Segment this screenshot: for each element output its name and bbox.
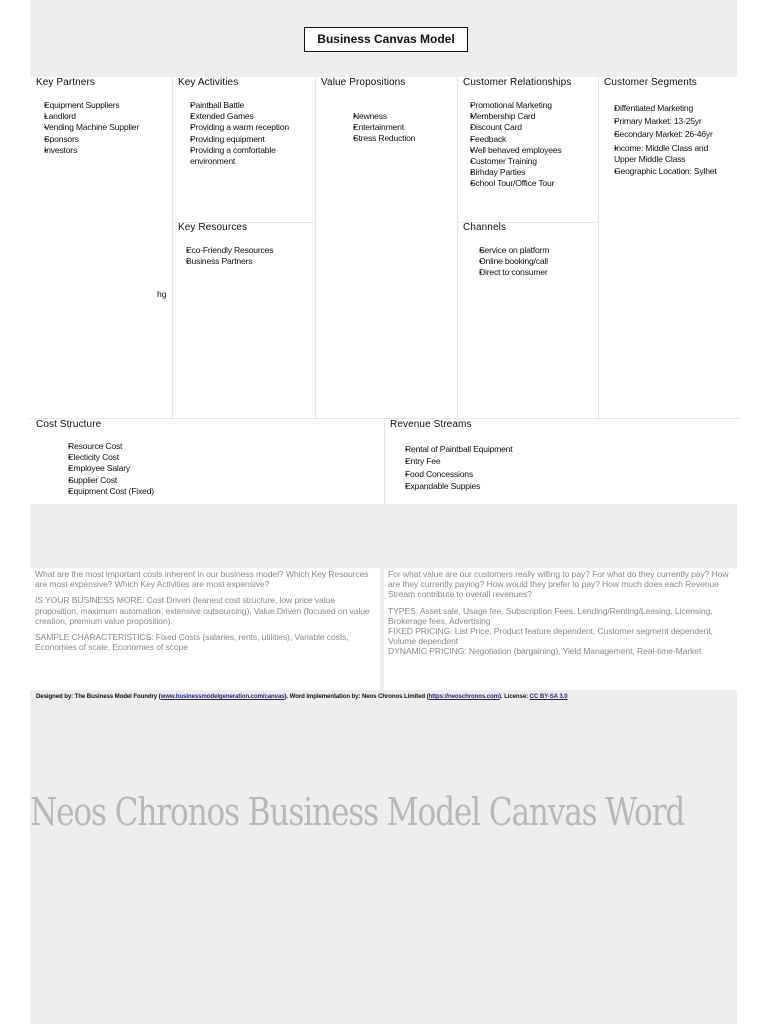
list-item: • Providing a comfortable [178,145,315,156]
canvas-source-link[interactable]: www.businessmodelgeneration.com/canvas [160,693,285,700]
list-item: • Resource Cost [50,441,384,452]
list-item: • Direct to consumer [462,267,598,278]
neoschronos-link[interactable]: https://neoschronos.com [428,693,499,700]
page-title: Business Canvas Model [304,27,468,52]
guidance-paragraph: DYNAMIC PRICING: Negotiation (bargaining), Yield Management, Real-time-Market [388,646,702,657]
customer-relationships-block [457,77,598,222]
list-item: • Providing a warm reception [178,122,315,133]
guidance-paragraph: What are the most important costs inherent in our business model? Which Key Resources are most expensive? Which Key Activities are most expensive? [35,569,369,590]
guidance-paragraph: SAMPLE CHARACTERISTICS: Fixed Costs (salaries, rents, utilities), Variable costs, Economies of scale, Economies of scope [35,632,349,653]
guidance-paragraph: For what value are our customers really willing to pay? For what do they currently pay? How are they currently paying? How would they prefer to pay? How much does each Revenue Stream contribute to overall revenues? [388,569,729,600]
watermark-title: Neos Chronos Business Model Canvas Word [30,790,685,834]
list-item: • Discount Card [462,122,598,133]
revenue-streams-block [384,418,740,504]
cost-guidance-text [30,568,380,690]
footer-text: ). License: [499,693,530,700]
list-item-continuation: environment [190,156,236,167]
list-item: • Equipment Suppliers [36,100,172,111]
list-item: • Employee Salary [50,463,384,474]
list-item: • Providing equipment [178,134,315,145]
list-item: • Diffentiated Marketing [605,102,740,115]
attribution-footer [36,693,568,700]
key-partners-block [30,77,172,418]
revenue-guidance-text [384,568,740,690]
key-activities-heading: Key Activities [178,77,239,88]
guidance-paragraph: TYPES: Asset sale, Usage fee, Subscription Fees, Lending/Renting/Leasing, Licensing, Brokerage fees, Advertising [388,605,713,626]
list-item: • Stress Reduction [337,133,457,144]
customer-segments-block [598,77,740,418]
list-item: • Paintball Battle [178,100,315,111]
list-item: • Entertainment [337,122,457,133]
list-item: • Equipment Cost (Fixed) [50,486,384,497]
list-item: • Well behaved employees [462,145,598,156]
list-item: • Geographic Location: Sylhet [605,165,740,178]
list-item: • Business Partners [178,256,315,267]
key-partners-heading: Key Partners [36,77,96,88]
value-propositions-block [315,77,457,418]
list-item: • Extended Games [178,111,315,122]
guidance-paragraph: FIXED PRICING: List Price, Product feature dependent, Customer segment dependent, Volume dependent [388,626,713,647]
guidance-paragraph: IS YOUR BUSINESS MORE: Cost Driven (leanest cost structure, low price value proposition, maximum automation, extensive outsourcing), Value Driven (focused on value creation, premium value proposition). [35,595,370,626]
list-item: • Rental of Paintball Equipment [389,443,740,455]
list-item: • Promotional Marketing [462,100,598,111]
list-item: • Electicity Cost [50,452,384,463]
list-item: • Service on platform [462,245,598,256]
list-item: • Newness [337,111,457,122]
customer-segments-heading: Customer Segments [604,77,697,88]
list-item: • Income: Middle Class and [605,143,740,154]
customer-relationships-heading: Customer Relationships [463,77,572,88]
list-item: • Sponsors [36,134,172,145]
list-item: • Supplier Cost [50,475,384,486]
cost-structure-heading: Cost Structure [36,419,102,430]
footer-text: Designed by: The Business Model Foundry ( [36,693,161,700]
revenue-streams-heading: Revenue Streams [390,419,472,430]
list-item: • Primary Market: 13-25yr [605,115,740,128]
value-propositions-heading: Value Propositions [321,77,406,88]
list-item-continuation: Upper Middle Class [614,154,686,164]
list-item: • Secondary Market: 26-46yr [605,128,740,141]
list-item: • Eco-Friendly Resources [178,245,315,256]
list-item: • Entry Fee [389,455,740,467]
channels-block [457,222,598,418]
key-activities-block [172,77,315,222]
list-item: • Customer Training [462,156,598,167]
channels-heading: Channels [463,222,507,233]
list-item: • Expandable Suppies [389,480,740,492]
list-item: • Online booking/call [462,256,598,267]
license-link[interactable]: CC BY-SA 3.0 [529,693,568,700]
list-item: • Food Concessions [389,468,740,480]
list-item: • Landlord [36,111,172,122]
stray-note: hg [157,289,167,299]
list-item: • Vending Machine Supplier [36,122,172,133]
footer-text: ). Word implementation by: Neos Chronos Limited ( [284,693,429,700]
list-item: • Investors [36,145,172,156]
list-item: • Membership Card [462,111,598,122]
key-resources-block [172,222,315,418]
key-resources-heading: Key Resources [178,222,248,233]
list-item: • Feedback [462,134,598,145]
list-item: • School Tour/Office Tour [462,178,598,189]
cost-structure-block [30,418,384,504]
list-item: • Birhday Parties [462,167,598,178]
